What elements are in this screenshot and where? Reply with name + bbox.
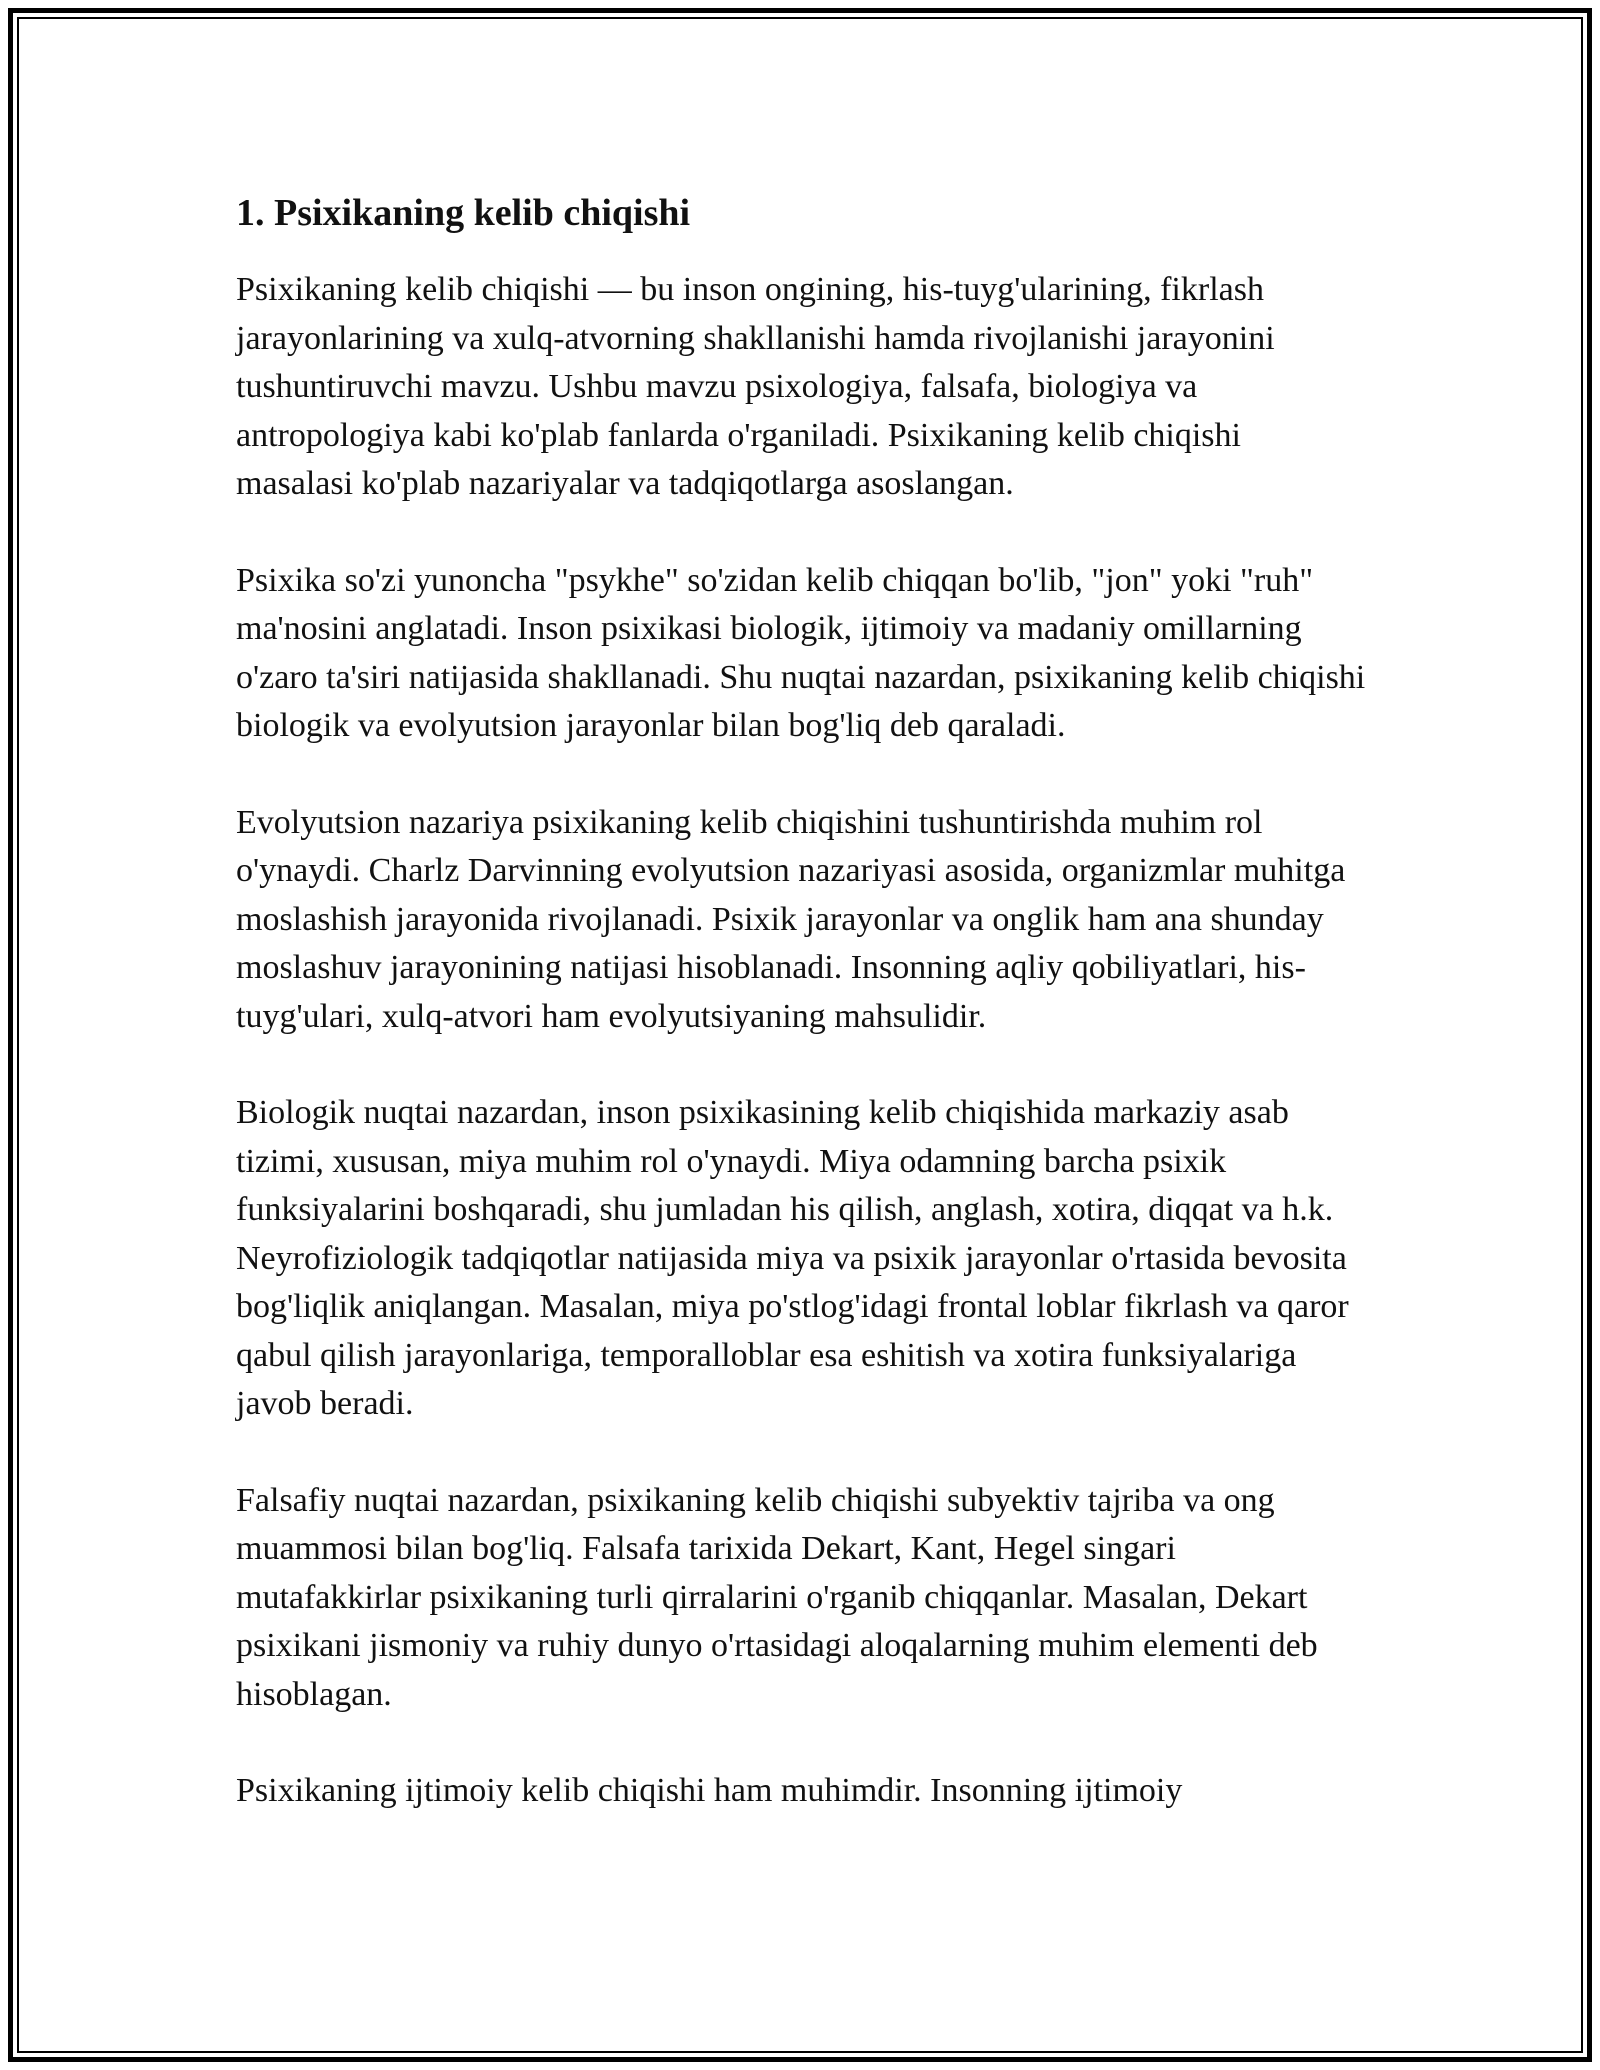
paragraph-4: Biologik nuqtai nazardan, inson psixikasining kelib chiqishida markaziy asab tizimi, xususan, miya muhim rol o'ynaydi. Miya odamning barcha psixik funksiyalarini boshqaradi, shu jumladan his qilish, anglash, xotira, diqqat va h.k. Neyrofiziologik tadqiqotlar natijasida miya va psixik jarayonlar o'rtasida bevosita bog'liqlik aniqlangan. Masalan, miya po'stlog'idagi frontal loblar fikrlash va qaror qabul qilish jarayonlariga, temporalloblar esa eshitish va xotira funksiyalariga javob beradi. — [236, 1094, 1349, 1422]
paragraph-3: Evolyutsion nazariya psixikaning kelib chiqishini tushuntirishda muhim rol o'ynaydi. Charlz Darvinning evolyutsion nazariyasi asosida, organizmlar muhitga moslashish jarayonida rivojlanadi. Psixik jarayonlar va onglik ham ana shunday moslashuv jarayonining natijasi hisoblanadi. Insonning aqliy qobiliyatlari, his-tuyg'ulari, xulq-atvori ham evolyutsiyaning mahsulidir. — [236, 803, 1346, 1035]
section-heading: 1. Psixikaning kelib chiqishi — [236, 192, 691, 234]
paragraph-2: Psixika so'zi yunoncha "psykhe" so'zidan kelib chiqqan bo'lib, "jon" yoki "ruh" ma'nosini anglatadi. Inson psixikasi biologik, ijtimoiy va madaniy omillarning o'zaro ta'siri natijasida shakllanadi. Shu nuqtai nazardan, psixikaning kelib chiqishi biologik va evolyutsion jarayonlar bilan bog'liq deb qaraladi. — [236, 561, 1366, 744]
paragraph-6: Psixikaning ijtimoiy kelib chiqishi ham muhimdir. Insonning ijtimoiy — [236, 1772, 1183, 1809]
document-body — [236, 186, 1366, 1864]
paragraph-1: Psixikaning kelib chiqishi — bu inson ongining, his-tuyg'ularining, fikrlash jarayonlarining va xulq-atvorning shakllanishi hamda rivojlanishi jarayonini tushuntiruvchi mavzu. Ushbu mavzu psixologiya, falsafa, biologiya va antropologiya kabi ko'plab fanlarda o'rganiladi. Psixikaning kelib chiqishi masalasi ko'plab nazariyalar va tadqiqotlarga asoslangan. — [236, 271, 1275, 502]
paragraph-5: Falsafiy nuqtai nazardan, psixikaning kelib chiqishi subyektiv tajriba va ong muammosi bilan bog'liq. Falsafa tarixida Dekart, Kant, Hegel singari mutafakkirlar psixikaning turli qirralarini o'rganib chiqqanlar. Masalan, Dekart psixikani jismoniy va ruhiy dunyo o'rtasidagi aloqalarning muhim elementi deb hisoblagan. — [236, 1481, 1318, 1713]
